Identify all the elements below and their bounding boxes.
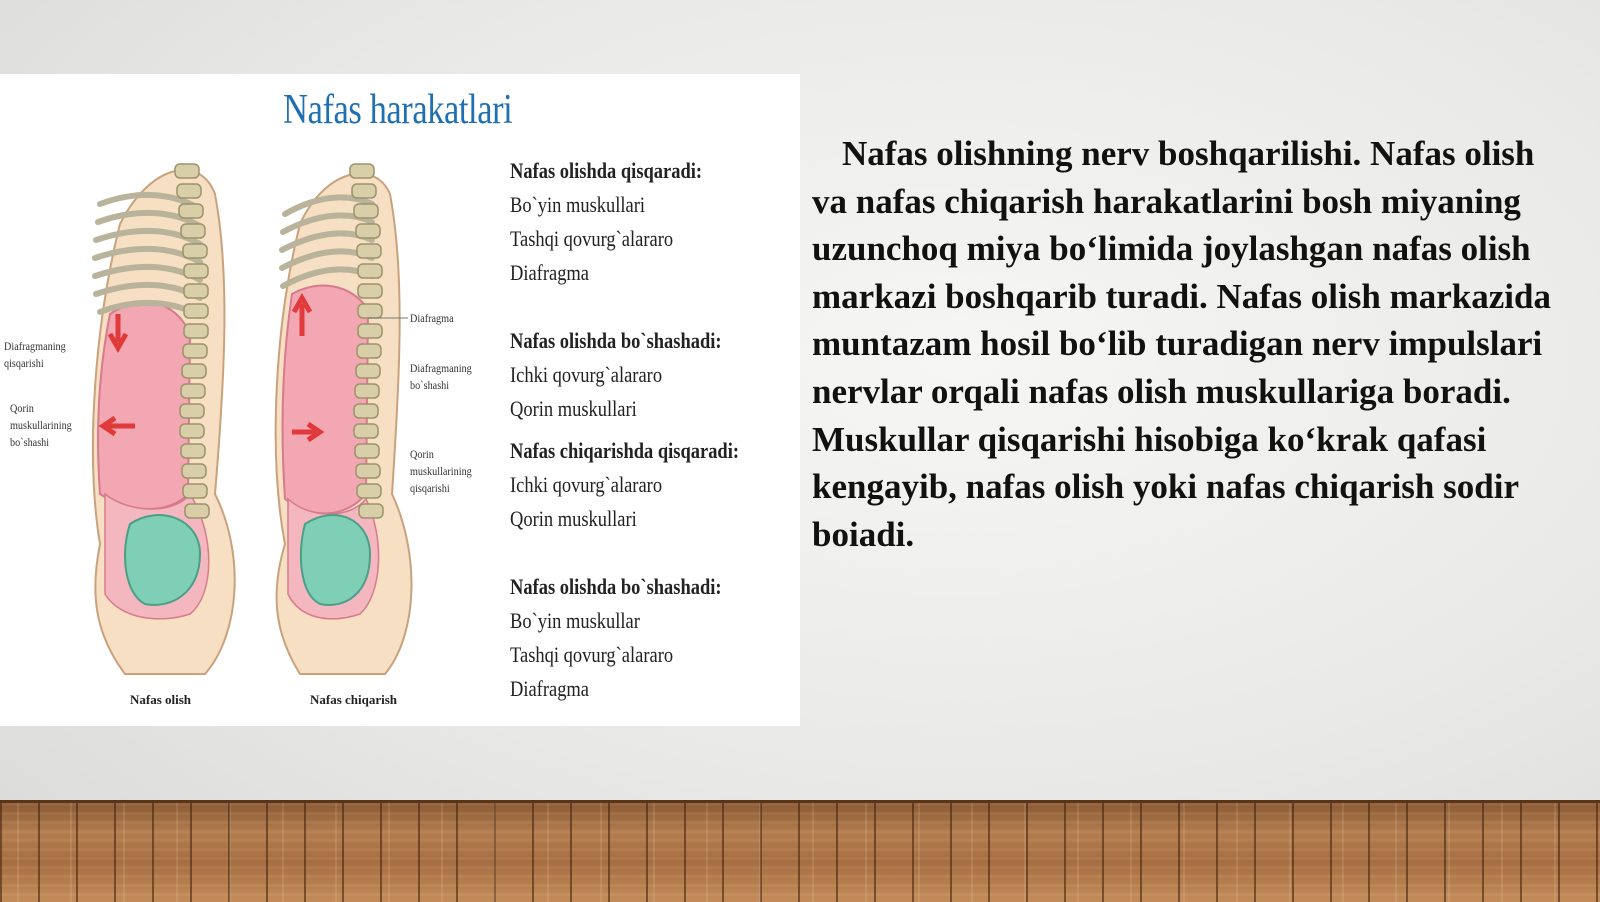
- legend-block: [510, 154, 800, 324]
- legend-heading: Nafas olishda bo`shashadi:: [510, 328, 722, 353]
- label-left-abdomen: Qorin muskullarining bo`shashi: [10, 401, 72, 449]
- label-right-diaphragm: Diafragmaning bo`shashi: [410, 361, 472, 392]
- legend-heading: Nafas olishda bo`shashadi:: [510, 574, 722, 599]
- caption-inhale: Nafas olish: [130, 692, 192, 707]
- legend: [510, 154, 800, 706]
- legend-block: [510, 434, 800, 570]
- label-diafragma: Diafragma: [410, 311, 454, 325]
- legend-block: [510, 324, 800, 434]
- label-right-abdomen: Qorin muskullarining qisqarishi: [410, 447, 472, 495]
- legend-heading: Nafas chiqarishda qisqaradi:: [510, 438, 740, 463]
- legend-item: Tashqi qovurg`alararo: [510, 226, 674, 251]
- caption-exhale: Nafas chiqarish: [310, 692, 398, 707]
- legend-item: Bo`yin muskullari: [510, 192, 646, 217]
- breathing-figure: [0, 74, 800, 726]
- legend-item: Qorin muskullari: [510, 396, 637, 421]
- wooden-floor: [0, 800, 1600, 902]
- legend-block: [510, 570, 800, 706]
- legend-item: Ichki qovurg`alararo: [510, 472, 663, 497]
- legend-item: Tashqi qovurg`alararo: [510, 642, 674, 667]
- legend-item: Ichki qovurg`alararo: [510, 362, 663, 387]
- label-left-diaphragm: Diafragmaning qisqarishi: [4, 339, 66, 370]
- inhale-torso: [93, 164, 235, 674]
- legend-item: Diafragma: [510, 260, 590, 285]
- legend-item: Qorin muskullari: [510, 506, 637, 531]
- legend-heading: Nafas olishda qisqaradi:: [510, 158, 703, 183]
- legend-item: Bo`yin muskullar: [510, 608, 640, 633]
- body-paragraph: Nafas olishning nerv boshqarilishi. Nafas olish va nafas chiqarish harakatlarini bosh miyaning uzunchoq miya bo‘limida joylashgan nafas olish markazi boshqarib turadi. Nafas olish markazida muntazam hosil bo‘lib turadigan nerv impulslari nervlar orqali nafas olish muskullariga boradi. Muskullar qisqarishi hisobiga ko‘krak qafasi kengayib, nafas olish yoki nafas chiqarish sodir boiadi.: [812, 134, 1551, 554]
- figure-title: Nafas harakatlari: [283, 87, 513, 133]
- exhale-torso: [276, 164, 412, 674]
- legend-item: Diafragma: [510, 676, 590, 701]
